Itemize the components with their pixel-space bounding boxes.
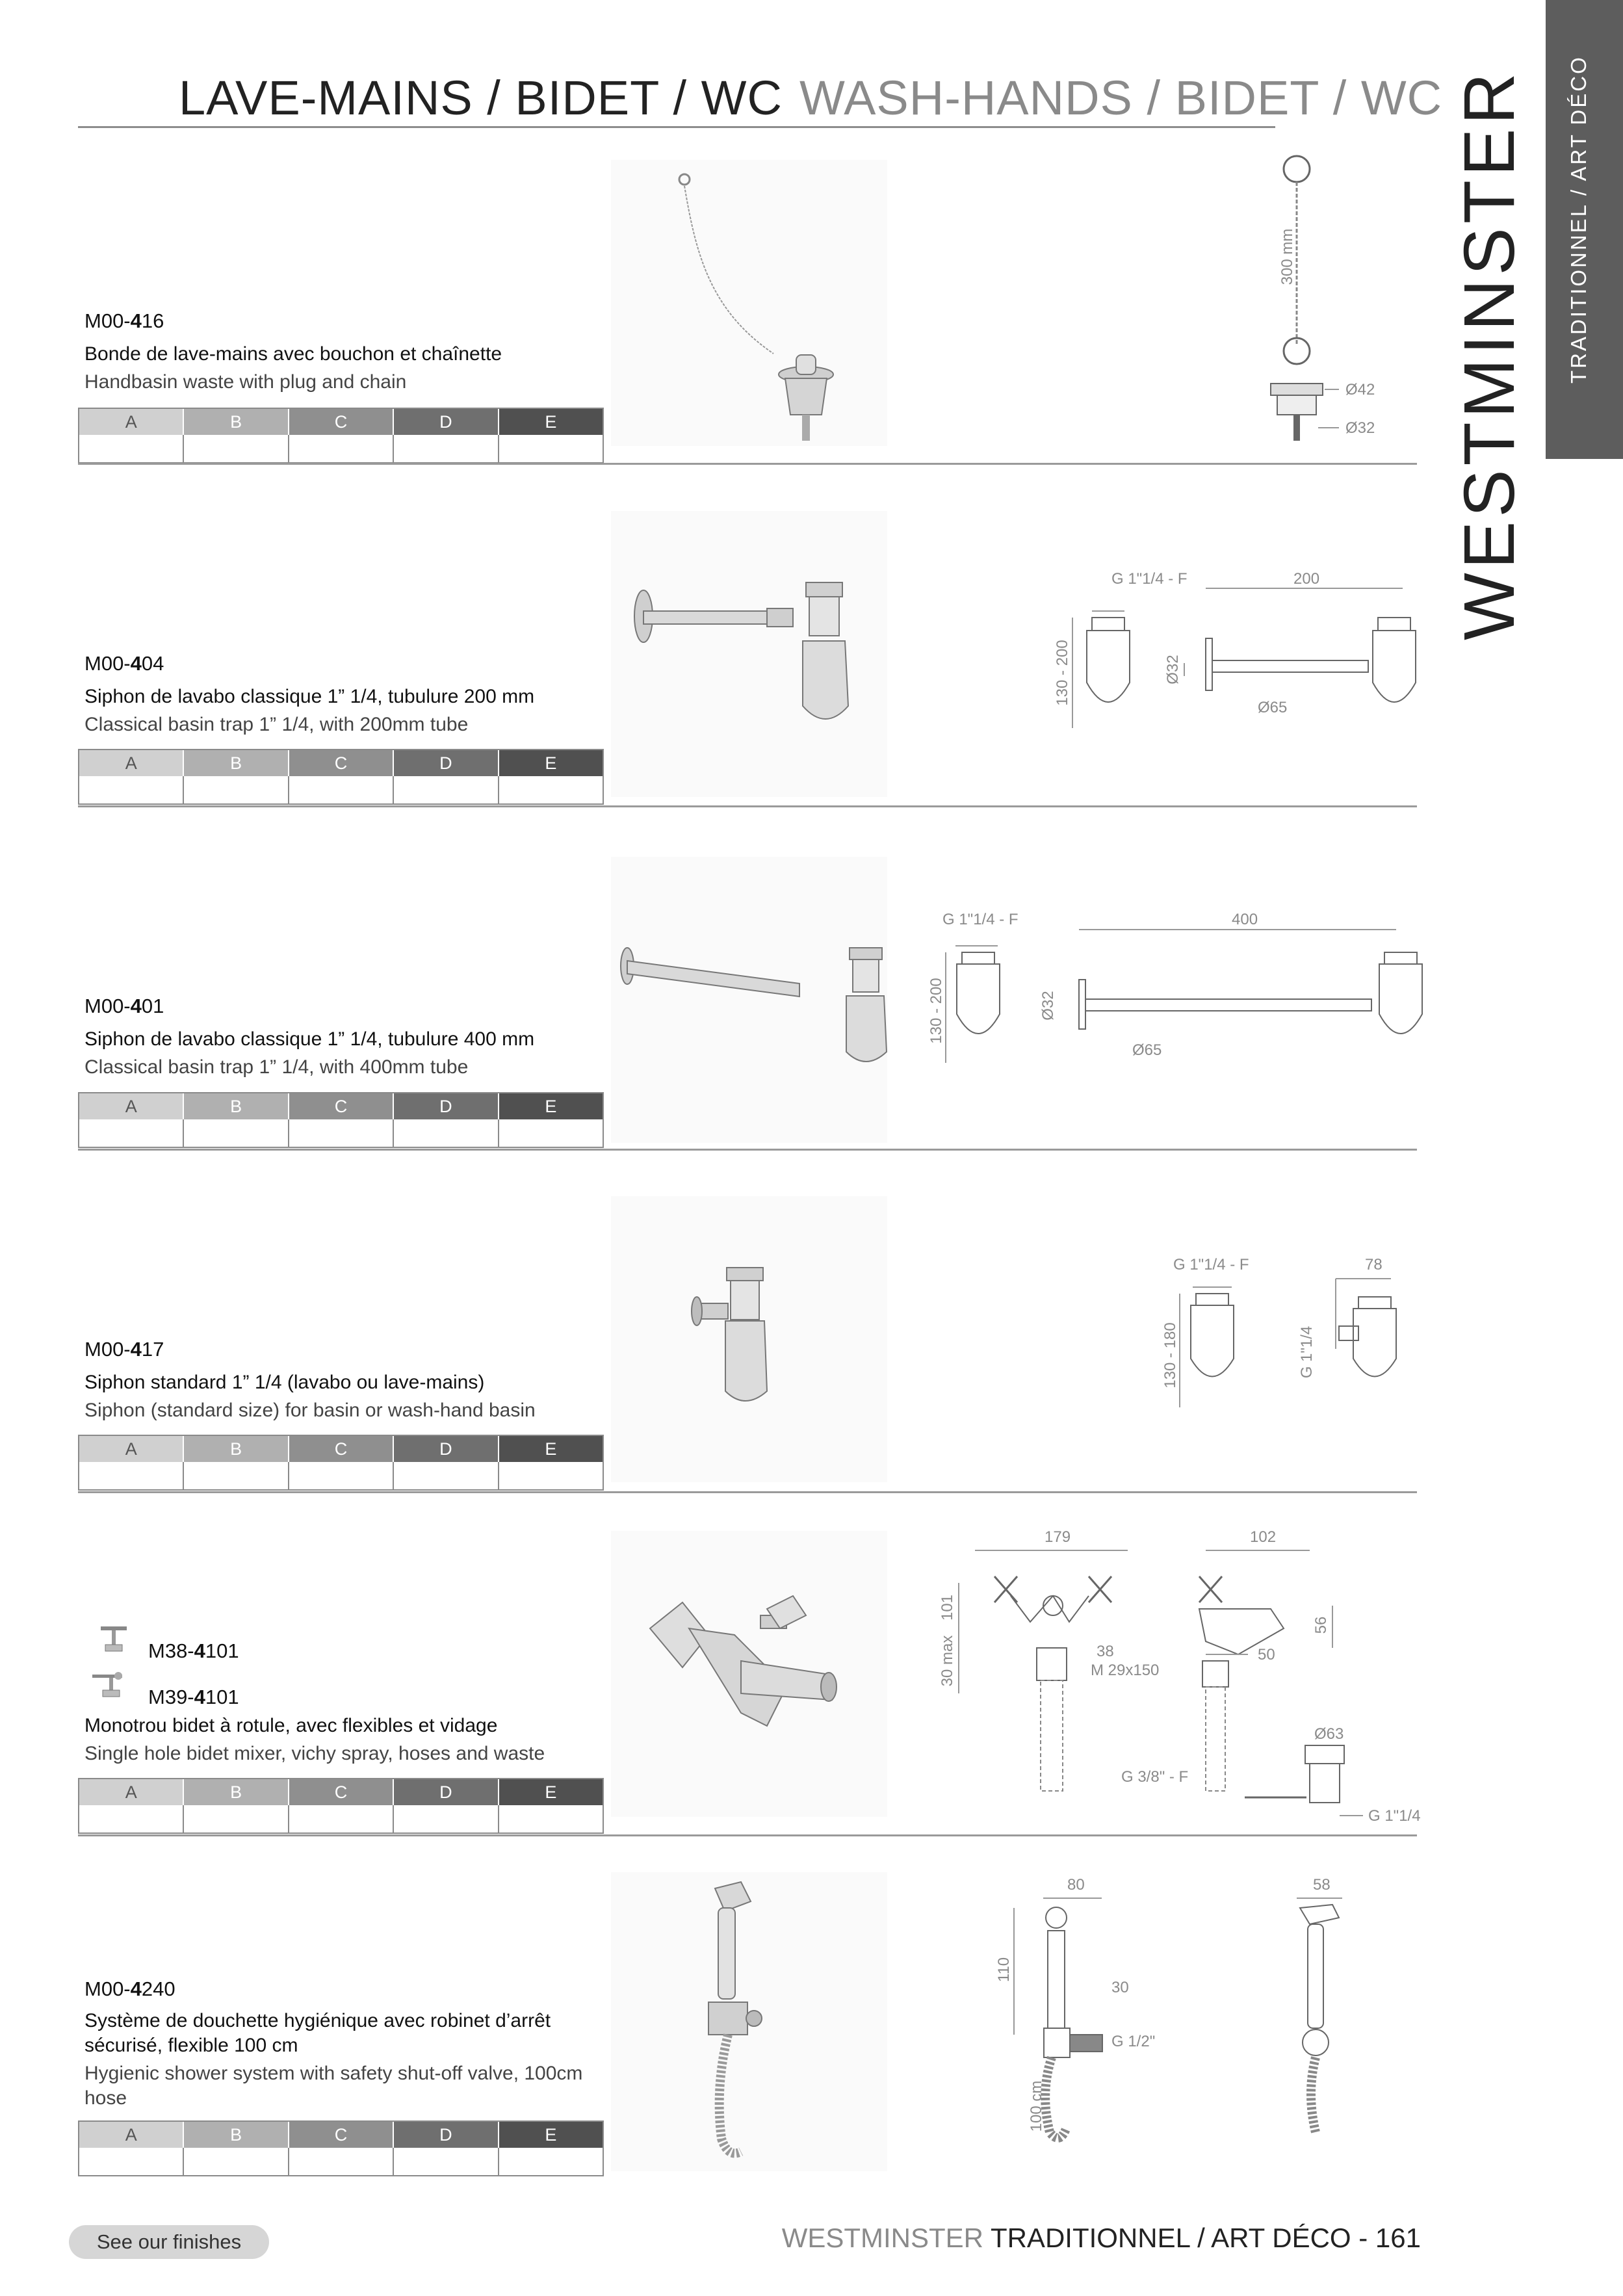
svg-text:Ø32: Ø32	[1164, 655, 1182, 685]
product-description-fr: Siphon de lavabo classique 1” 1/4, tubulure 200 mm	[84, 686, 535, 707]
svg-text:300 mm: 300 mm	[1279, 228, 1296, 285]
svg-text:30: 30	[1111, 1979, 1129, 1996]
svg-text:Ø42: Ø42	[1345, 381, 1375, 398]
product-photo	[611, 857, 887, 1143]
product-photo	[611, 1531, 887, 1817]
section-divider	[78, 1149, 1417, 1151]
svg-text:101: 101	[939, 1594, 956, 1621]
product-code: M00-4240	[84, 1977, 175, 2000]
svg-text:38: 38	[1097, 1643, 1114, 1660]
product-description-fr: Siphon standard 1” 1/4 (lavabo ou lave-mains)	[84, 1372, 485, 1393]
finish-d[interactable]: D	[394, 1779, 499, 1805]
finish-c[interactable]: C	[289, 409, 394, 435]
finish-b[interactable]: B	[184, 1779, 289, 1805]
svg-text:130 - 200: 130 - 200	[928, 978, 945, 1044]
basin-trap-long-tube-icon	[611, 857, 887, 1143]
finish-a[interactable]: A	[79, 750, 184, 776]
svg-text:G 1"1/4: G 1"1/4	[1298, 1325, 1316, 1379]
lever-handle-tap-icon	[91, 1671, 127, 1699]
finish-b[interactable]: B	[184, 2122, 289, 2148]
finish-c[interactable]: C	[289, 1436, 394, 1462]
product-photo	[611, 1872, 887, 2171]
product-code-cross: M38-4101	[148, 1639, 239, 1662]
dimension-drawing	[1248, 150, 1404, 449]
basin-trap-icon	[611, 511, 887, 797]
svg-text:G 1"1/4: G 1"1/4	[1368, 1807, 1421, 1825]
svg-text:Ø65: Ø65	[1258, 699, 1288, 716]
finish-c[interactable]: C	[289, 750, 394, 776]
footer-category: TRADITIONNEL / ART DÉCO - 161	[990, 2223, 1421, 2253]
standard-siphon-icon	[611, 1196, 887, 1482]
svg-text:200: 200	[1293, 570, 1320, 588]
bidet-mixer-icon	[611, 1531, 887, 1817]
svg-text:56: 56	[1312, 1616, 1330, 1634]
finish-b[interactable]: B	[184, 409, 289, 435]
page-title	[179, 70, 1442, 125]
svg-text:400: 400	[1232, 911, 1258, 928]
section-divider	[78, 805, 1417, 807]
finish-d[interactable]: D	[394, 2122, 499, 2148]
finish-table	[78, 749, 604, 805]
finish-a[interactable]: A	[79, 2122, 184, 2148]
svg-text:80: 80	[1067, 1876, 1085, 1894]
product-description-en: Handbasin waste with plug and chain	[84, 371, 407, 393]
section-divider	[78, 1491, 1417, 1493]
svg-text:58: 58	[1313, 1876, 1331, 1894]
dimension-drawing	[1150, 1251, 1410, 1427]
product-description-fr: Bonde de lave-mains avec bouchon et chaînette	[84, 343, 502, 365]
product-code: M00-417	[84, 1338, 164, 1361]
product-photo	[611, 511, 887, 797]
svg-text:Ø32: Ø32	[1039, 991, 1057, 1021]
svg-text:G 1"1/4 - F: G 1"1/4 - F	[942, 911, 1019, 928]
dimension-drawing	[933, 1524, 1446, 1833]
svg-text:50: 50	[1258, 1646, 1275, 1663]
product-description-fr: Siphon de lavabo classique 1” 1/4, tubulure 400 mm	[84, 1028, 535, 1050]
svg-text:78: 78	[1365, 1256, 1383, 1273]
product-description-en: Classical basin trap 1” 1/4, with 200mm tube	[84, 714, 469, 735]
section-divider	[78, 463, 1417, 465]
title-french: LAVE-MAINS / BIDET / WC	[179, 71, 783, 125]
page-footer	[782, 2223, 1421, 2254]
finish-table	[78, 408, 604, 463]
product-description-en: Siphon (standard size) for basin or wash-hand basin	[84, 1400, 536, 1421]
finish-table	[78, 1435, 604, 1491]
see-finishes-button[interactable]: See our finishes	[69, 2225, 269, 2259]
finish-e[interactable]: E	[499, 1436, 603, 1462]
finish-b[interactable]: B	[184, 750, 289, 776]
finish-d[interactable]: D	[394, 1093, 499, 1119]
finish-d[interactable]: D	[394, 1436, 499, 1462]
svg-text:G 1/2": G 1/2"	[1111, 2033, 1156, 2050]
finish-c[interactable]: C	[289, 1093, 394, 1119]
svg-text:130 - 180: 130 - 180	[1162, 1322, 1179, 1389]
finish-e[interactable]: E	[499, 1779, 603, 1805]
product-code-lever: M39-4101	[148, 1686, 239, 1708]
finish-d[interactable]: D	[394, 409, 499, 435]
finish-e[interactable]: E	[499, 409, 603, 435]
product-description-en: Classical basin trap 1” 1/4, with 400mm tube	[84, 1056, 469, 1078]
finish-b[interactable]: B	[184, 1093, 289, 1119]
svg-text:M 29x150: M 29x150	[1091, 1662, 1160, 1679]
finish-table	[78, 1778, 604, 1834]
hygienic-shower-icon	[611, 1872, 887, 2171]
finish-a[interactable]: A	[79, 1436, 184, 1462]
svg-text:102: 102	[1250, 1528, 1277, 1546]
finish-table	[78, 2120, 604, 2176]
collection-name: WESTMINSTER	[1449, 69, 1529, 640]
finish-b[interactable]: B	[184, 1436, 289, 1462]
product-description-fr: Monotrou bidet à rotule, avec flexibles et vidage	[84, 1715, 498, 1736]
dimension-drawing	[994, 1872, 1436, 2145]
svg-text:110: 110	[995, 1957, 1013, 1983]
product-description-fr: Système de douchette hygiénique avec robinet d’arrêt sécurisé, flexible 100 cm	[84, 2010, 551, 2056]
basin-waste-chain-icon	[611, 160, 887, 446]
svg-text:G 1"1/4 - F: G 1"1/4 - F	[1173, 1256, 1249, 1273]
product-description-en: Hygienic shower system with safety shut-off valve, 100cm hose	[84, 2063, 583, 2109]
svg-text:G 3/8" - F: G 3/8" - F	[1121, 1768, 1189, 1786]
svg-text:G 1"1/4 - F: G 1"1/4 - F	[1111, 570, 1188, 588]
side-tab-label: TRADITIONNEL / ART DÉCO	[1566, 55, 1591, 384]
finish-e[interactable]: E	[499, 1093, 603, 1119]
svg-text:130 - 200: 130 - 200	[1054, 640, 1071, 706]
dimension-drawing	[1040, 566, 1443, 741]
svg-text:179: 179	[1045, 1528, 1071, 1546]
finish-a[interactable]: A	[79, 409, 184, 435]
section-divider	[78, 1834, 1417, 1836]
finish-a[interactable]: A	[79, 1093, 184, 1119]
cross-handle-tap-icon	[97, 1625, 130, 1654]
finish-c[interactable]: C	[289, 2122, 394, 2148]
svg-text:100 cm: 100 cm	[1028, 2080, 1045, 2132]
finish-table	[78, 1092, 604, 1148]
title-divider	[78, 126, 1275, 128]
title-english: WASH-HANDS / BIDET / WC	[799, 71, 1443, 125]
product-photo	[611, 1196, 887, 1482]
svg-text:30 max: 30 max	[939, 1635, 956, 1687]
finish-a[interactable]: A	[79, 1779, 184, 1805]
dimension-drawing	[923, 907, 1430, 1082]
product-photo	[611, 160, 887, 446]
svg-text:Ø63: Ø63	[1314, 1725, 1344, 1743]
product-description-en: Single hole bidet mixer, vichy spray, hoses and waste	[84, 1743, 545, 1764]
product-code: M00-404	[84, 652, 164, 675]
finish-e[interactable]: E	[499, 2122, 603, 2148]
svg-text:Ø32: Ø32	[1345, 419, 1375, 437]
finish-e[interactable]: E	[499, 750, 603, 776]
svg-text:Ø65: Ø65	[1132, 1041, 1162, 1059]
footer-brand: WESTMINSTER	[781, 2223, 984, 2253]
product-code: M00-401	[84, 995, 164, 1017]
product-code: M00-416	[84, 309, 164, 332]
finish-d[interactable]: D	[394, 750, 499, 776]
finish-c[interactable]: C	[289, 1779, 394, 1805]
